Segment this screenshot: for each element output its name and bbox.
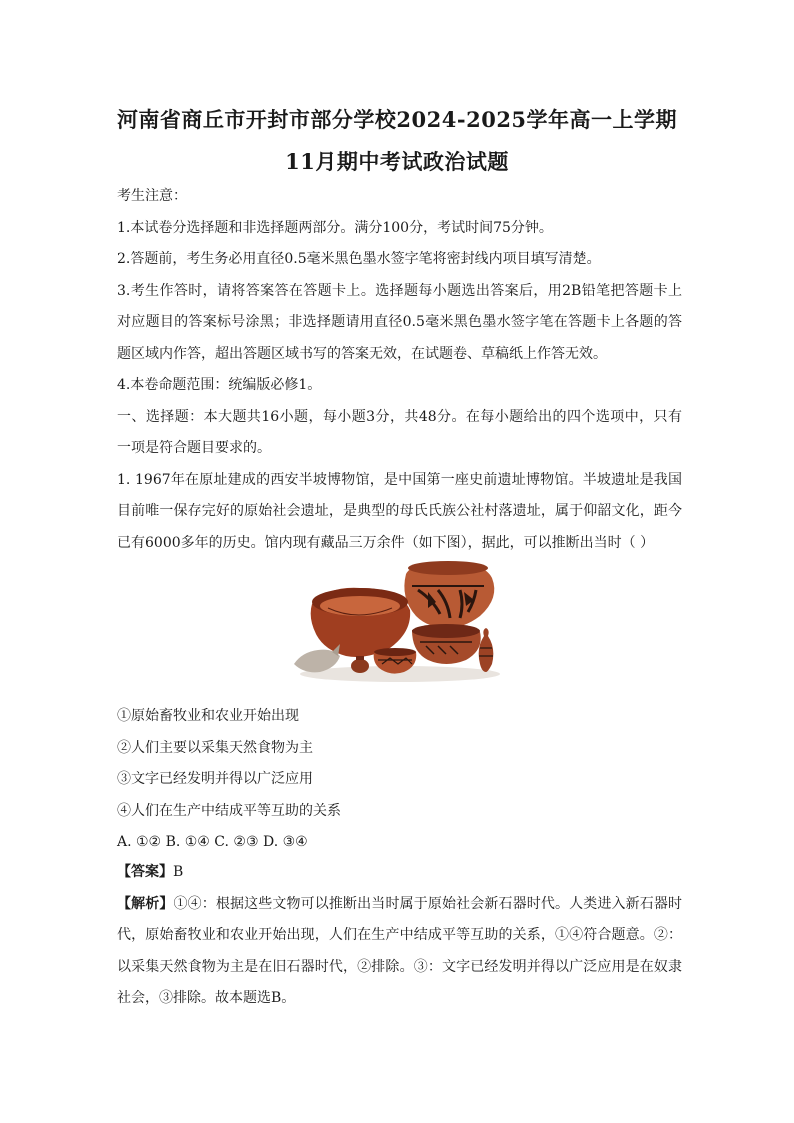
banpo-pottery-image [288, 556, 508, 684]
answer-label: 【答案】 [117, 864, 173, 880]
analysis-line-3: 以采集天然食物为主是在旧石器时代，②排除。③：文字已经发明并得以广泛应用是在奴隶 [117, 958, 682, 975]
statement-1: ①原始畜牧业和农业开始出现 [117, 708, 299, 724]
statement-2: ②人们主要以采集天然食物为主 [117, 739, 313, 756]
answer-line [117, 857, 682, 889]
answer-block [117, 857, 682, 1015]
note-3-line-3: 题区域内作答，超出答题区域书写的答案无效，在试题卷、草稿纸上作答无效。 [117, 345, 607, 362]
note-4: 4.本卷命题范围：统编版必修1。 [117, 377, 322, 393]
document-title-line-1: 河南省商丘市开封市部分学校2024-2025学年高一上学期 [116, 107, 678, 132]
question-1-line-1: 1. 1967年在原址建成的西安半坡博物馆，是中国第一座史前遗址博物馆。半坡遗址是我国 [117, 471, 682, 488]
note-1: 1.本试卷分选择题和非选择题两部分。满分100分，考试时间75分钟。 [117, 219, 553, 236]
section-1-heading-line-2: 一项是符合题目要求的。 [117, 440, 271, 456]
statement-4: ④人们在生产中结成平等互助的关系 [117, 802, 341, 819]
statement-3: ③文字已经发明并得以广泛应用 [117, 771, 313, 787]
question-1-line-3: 已有6000多年的历史。馆内现有藏品三万余件（如下图），据此，可以推断出当时（ ） [117, 534, 655, 551]
analysis-line-4: 社会，③排除。故本题选B。 [117, 990, 296, 1006]
note-2: 2.答题前，考生务必用直径0.5毫米黑色墨水签字笔将密封线内项目填写清楚。 [117, 251, 601, 267]
instructions-block [117, 181, 682, 559]
answer-value: B [173, 864, 184, 880]
notes-heading: 考生注意： [117, 188, 187, 204]
note-3-line-2: 对应题目的答案标号涂黑；非选择题请用直径0.5毫米黑色墨水签字笔在答题卡上各题的答 [117, 314, 682, 330]
analysis-text-1: ①④：根据这些文物可以推断出当时属于原始社会新石器时代。人类进入新石器时 [173, 895, 683, 912]
section-1-heading-line-1: 一、选择题：本大题共16小题，每小题3分，共48分。在每小题给出的四个选项中，只有 [117, 408, 682, 425]
document-title-line-2: 11月期中考试政治试题 [285, 149, 509, 174]
answer-choices: A. ①② B. ①④ C. ②③ D. ③④ [117, 834, 308, 850]
analysis-line-1 [117, 889, 682, 921]
analysis-line-2: 代，原始畜牧业和农业开始出现，人们在生产中结成平等互助的关系，①④符合题意。②： [117, 927, 682, 943]
note-3-line-1: 3.考生作答时，请将答案答在答题卡上。选择题每小题选出答案后，用2B铅笔把答题卡上 [117, 282, 682, 299]
analysis-label: 【解析】 [117, 895, 174, 912]
question-1-options [117, 701, 682, 859]
question-1-line-2: 目前唯一保存完好的原始社会遗址，是典型的母氏氏族公社村落遗址，属于仰韶文化，距今 [117, 503, 682, 519]
